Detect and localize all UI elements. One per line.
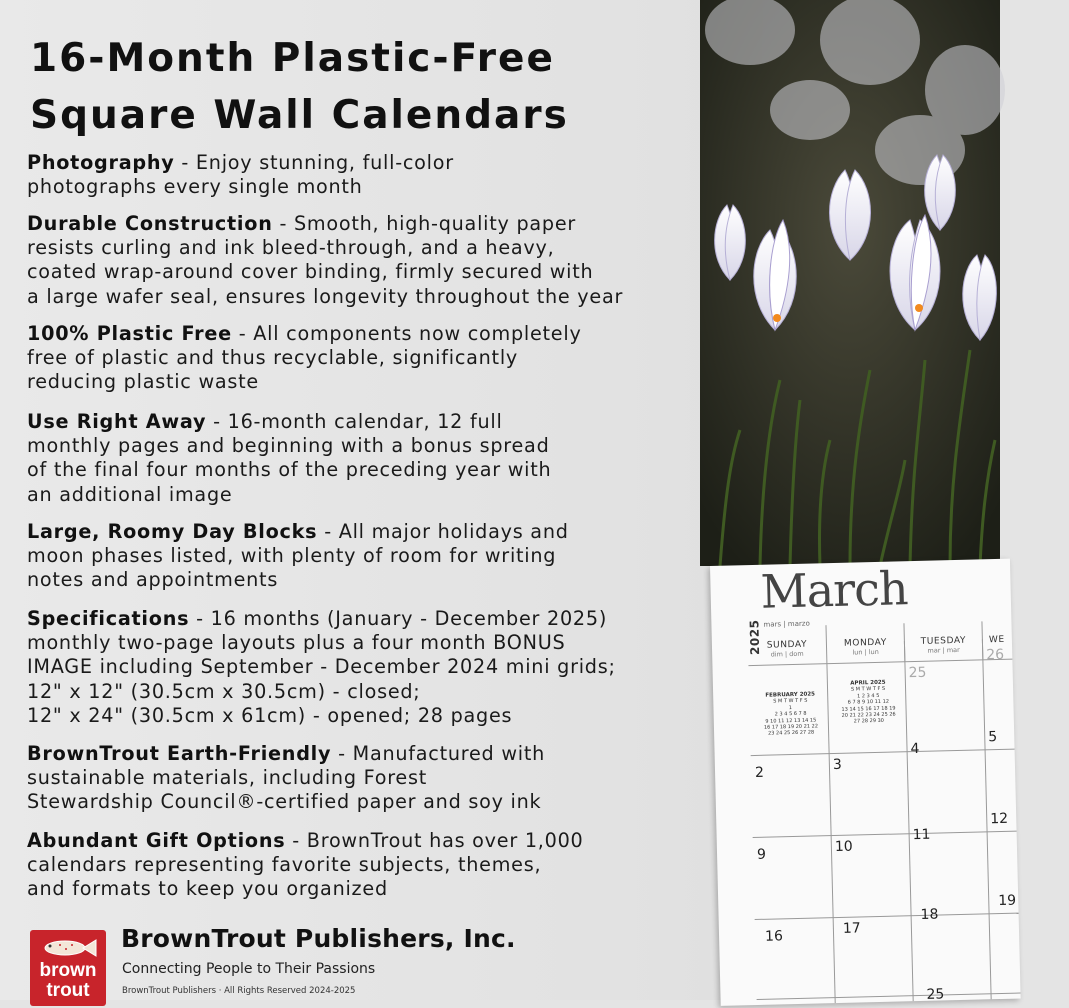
feature-text: calendars representing favorite subjects, themes,: [27, 853, 542, 877]
mini-calendar-april: APRIL 2025 S M T W T F S 1 2 3 4 5 6 7 8 9 10 11 12 13 14 15 16 17 18 19 20 21 22 23 24 25 26 27 28 29 30: [841, 679, 896, 725]
feature-plastic-free: [27, 322, 582, 395]
feature-earth-friendly: [27, 742, 545, 815]
browntrout-logo: [30, 930, 106, 1006]
feature-text: - BrownTrout has over 1,000: [285, 829, 584, 852]
feature-text: - Smooth, high-quality paper: [272, 212, 577, 235]
logo-text: trout: [46, 980, 90, 1001]
brand-tagline: Connecting People to Their Passions: [122, 961, 376, 977]
trout-icon: [38, 936, 98, 960]
feature-photography: [27, 151, 454, 199]
date-cell: 4: [910, 740, 920, 758]
brand-name: BrownTrout Publishers, Inc.: [121, 924, 516, 953]
feature-text: - Manufactured with: [331, 742, 546, 765]
feature-text: of the final four months of the preceding year with: [27, 458, 552, 482]
date-cell: 12: [990, 810, 1009, 828]
date-cell: 19: [998, 892, 1017, 910]
feature-heading: Abundant Gift Options: [27, 829, 286, 852]
feature-text: and formats to keep you organized: [27, 877, 388, 901]
calendar-month-subtitle: mars | marzo: [763, 619, 810, 629]
feature-durable-construction: [27, 212, 623, 309]
date-cell: 17: [842, 920, 861, 937]
feature-text: monthly two-page layouts plus a four month BONUS: [27, 631, 566, 655]
feature-heading: 100% Plastic Free: [27, 322, 232, 345]
feature-text: free of plastic and thus recyclable, significantly: [27, 346, 519, 370]
feature-heading: BrownTrout Earth-Friendly: [27, 742, 332, 765]
day-header-sunday: SUNDAY dim | dom: [766, 639, 808, 659]
date-cell: 5: [988, 729, 998, 746]
feature-text: 12" x 12" (30.5cm x 30.5cm) - closed;: [27, 679, 421, 703]
brand-copyright: BrownTrout Publishers · All Rights Reserved 2024-2025: [122, 986, 356, 996]
date-cell: 3: [832, 756, 843, 774]
feature-heading: Photography: [27, 151, 175, 174]
feature-day-blocks: [27, 520, 569, 593]
feature-text: coated wrap-around cover binding, firmly secured with: [27, 260, 594, 284]
page-title: [30, 30, 690, 144]
date-cell: 25: [926, 986, 945, 1003]
title-line-2: Square Wall Calendars: [30, 93, 569, 138]
mini-calendar-february: FEBRUARY 2025 S M T W T F S 1 2 3 4 5 6 7 8 9 10 11 12 13 14 15 16 17 18 19 20 21 22 23 24 25 26 27 28: [763, 691, 819, 738]
calendar-grid-page: [710, 559, 1021, 1006]
feature-text: 12" x 24" (30.5cm x 61cm) - opened; 28 pages: [27, 703, 513, 727]
feature-heading: Use Right Away: [27, 410, 207, 433]
feature-heading: Large, Roomy Day Blocks: [27, 520, 318, 543]
calendar-month: March: [759, 561, 909, 619]
feature-text: - All components now completely: [231, 322, 582, 345]
feature-text: Stewardship Council®-certified paper and soy ink: [27, 790, 542, 814]
date-cell: 10: [834, 838, 853, 856]
date-cell: 11: [912, 826, 931, 844]
feature-gift-options: [27, 829, 584, 902]
feature-text: an additional image: [27, 482, 233, 506]
date-cell: 25: [908, 664, 927, 682]
feature-heading: Specifications: [27, 607, 190, 630]
feature-text: photographs every single month: [27, 175, 363, 199]
feature-text: resists curling and ink bleed-through, and a heavy,: [27, 236, 555, 260]
title-line-1: 16-Month Plastic-Free: [30, 36, 555, 81]
feature-text: - Enjoy stunning, full-color: [174, 151, 454, 174]
date-cell: 9: [756, 846, 767, 863]
feature-text: - 16-month calendar, 12 full: [206, 410, 503, 433]
date-cell: 18: [920, 906, 939, 923]
feature-text: a large wafer seal, ensures longevity throughout the year: [27, 284, 624, 308]
date-cell: 2: [754, 764, 765, 781]
feature-use-right-away: [27, 410, 551, 507]
date-cell: 26: [986, 646, 1005, 664]
feature-text: notes and appointments: [27, 568, 279, 592]
feature-text: - All major holidays and: [317, 520, 569, 543]
feature-text: sustainable materials, including Forest: [27, 766, 427, 790]
feature-text: IMAGE including September - December 2024 mini grids;: [27, 655, 616, 679]
feature-text: - 16 months (January - December 2025): [189, 607, 608, 630]
calendar-year: 2025: [747, 619, 763, 656]
calendar-photo: [700, 0, 1000, 566]
logo-text: brown: [39, 960, 97, 981]
feature-text: moon phases listed, with plenty of room for writing: [27, 544, 557, 568]
day-header-tuesday: TUESDAY mar | mar: [903, 621, 982, 661]
crocus-flowers-image: [700, 0, 1000, 566]
feature-text: monthly pages and beginning with a bonus spread: [27, 434, 550, 458]
day-header-monday: MONDAY lun | lun: [825, 623, 904, 663]
feature-text: reducing plastic waste: [27, 370, 259, 394]
day-header-wednesday: WE: [981, 619, 1060, 659]
date-cell: 16: [764, 928, 784, 945]
feature-heading: Durable Construction: [27, 212, 273, 235]
feature-specifications: [27, 607, 616, 728]
